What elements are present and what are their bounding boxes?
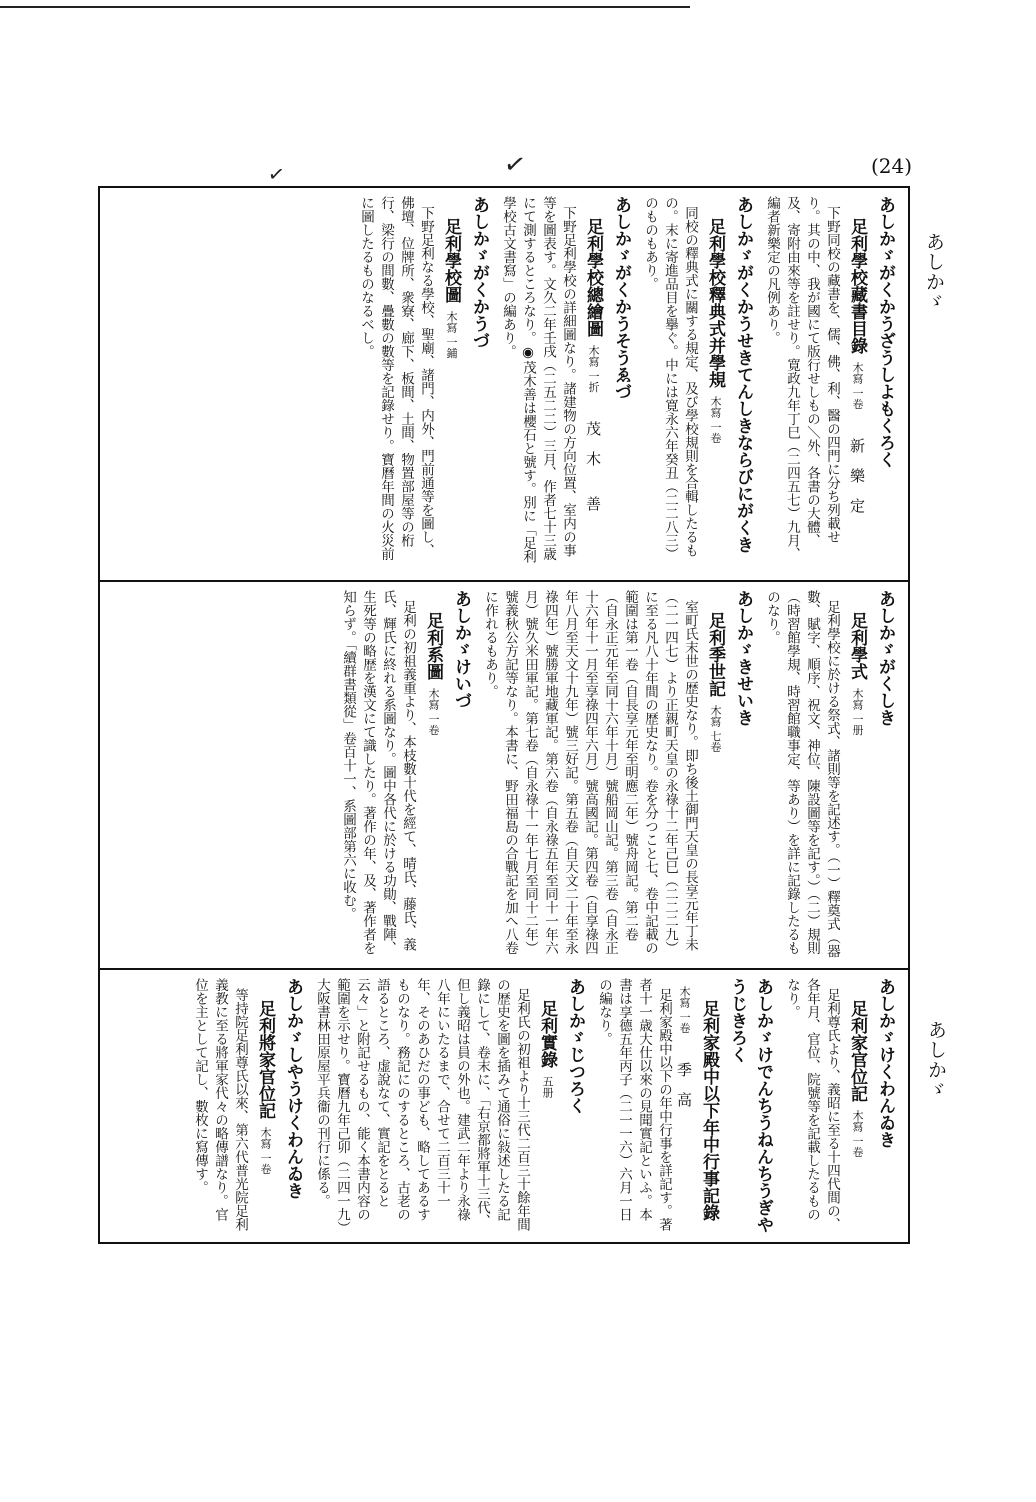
- entry-reading: あしかゞけでんちうねんちうぎやうじきろく: [727, 978, 773, 1233]
- entry-title: 足利將家官位記: [255, 1000, 275, 1119]
- entry-format: 木寫 一卷: [259, 1127, 272, 1175]
- entry: [762, 196, 898, 570]
- band-divider: [98, 580, 910, 582]
- entry-title: 足利學校圖: [441, 218, 461, 303]
- page-number: (24): [870, 154, 912, 178]
- entry-reading: あしかゞきせいき: [733, 590, 753, 726]
- entry: [338, 590, 474, 960]
- entry-description: 室町氏末世の歴史なり。即ち後土御門天皇の長享元年丁未（二一四七）より正親町天皇の永祿十二年己巳（二二二九）に至る凡八十年間の歴史なり。卷を分つこと七、卷中記載の範圍は第一卷（自長享元年至明應二年）號舟岡記。第二卷（自永正元年至同十六年十月）號船岡山記。第三卷（自永正十六年十一月至享祿四年六月）號高國記。第四卷（自享祿四年八月至天文十九年）號三好記。第五卷（自天文二十年至永祿四年）號勝軍地藏軍記。第六卷（自永祿五年至同十一年六月）號久米田軍記。第七卷（自永祿十一年七月至同十二年）號義秋公方記等なり。本書に、野田福島の合戰記を加へ八卷に作れるもあり。: [482, 590, 698, 955]
- entry-format: 木寫 一折: [587, 345, 600, 393]
- entry-reading: あしかゞがくかうざうしよもくろく: [875, 196, 895, 468]
- entry-format: 木寫 一卷: [851, 1110, 864, 1158]
- entry-reading: あしかゞしやうけくわんゐき: [283, 978, 303, 1199]
- entry: [356, 196, 492, 570]
- entry: [640, 196, 756, 570]
- entry-title: 足利學校總繪圖: [583, 218, 603, 337]
- entry-title: 足利學式: [847, 612, 867, 680]
- band-top: [118, 196, 898, 570]
- band-middle: [118, 590, 898, 960]
- entry-description: 下野足利學校の詳細圖なり。諸建物の方向位置、室内の事等を圖表す。文久二年壬戌（二五二二）三月、作者七十三歳にて測するところなり。◉茂木善は櫻石と號す。別に「足利學校古文書寫」の編あり。: [500, 196, 576, 563]
- entry-format: 木寫 七卷: [709, 705, 722, 753]
- entry-description: 下野足利なる學校、聖廟、諸門、内外、門前通等を圖し、佛壇、位牌所、衆寮、廊下、板間、土間、物置部屋等の桁行、梁行の間數、疊數の數等を記錄せり。寶曆年間の火災前に圖したるものなるべし。: [358, 196, 434, 561]
- entry-description: 足利學校に於ける祭式、諸則等を記述す。（一）釋奠式（器數、賦字、順序、祝文、神位、陳設圖等を記す。）（二）規則（時習館學規、時習館職事定、等あり）を詳に記錄したるものなり。: [764, 590, 840, 958]
- entry-description: 足利尊氏より、義昭に至る十四代間の、各年月、官位、院號等を記載したるものなり。: [784, 978, 840, 1231]
- thumb-index: あしかゞ: [925, 1020, 947, 1100]
- entry: [782, 978, 898, 1234]
- entry: [762, 590, 898, 960]
- entry-description: 下野同校の藏書を、儒、佛、利、醫の四門に分ち列載せり。其の中、我が國にて版行せしもの＼外、各書の大體、及、寄附由來等を註せり。寛政九年丁巳（二四五七）九月、編者新樂定の凡例あり。: [764, 196, 840, 561]
- entry-format: 木寫 一卷: [851, 362, 864, 410]
- entry-format: 木寫 一册: [851, 688, 864, 736]
- entry-format: 五册: [541, 1076, 554, 1098]
- entry-reading: あしかゞがくしき: [875, 590, 895, 726]
- entry-reading: あしかゞけくわんゐき: [875, 978, 895, 1148]
- entry-description: 足利氏の初祖より十三代二百三十餘年間の歴史を圖を插みて通俗に敍述したる記錄にして、卷末に、「右京都將軍十三代、但し義昭は員の外也。建武二年より永祿八年にいたるまで、合せて二百三十一年、そのあひだの事ども、略してあるすものなり。務記にのするところ、古老の語るところ、虚說なて、實記をとると云々」と附記せるもの、能く本書内容の範圍を示せり。寶曆九年己卯（二四一九）大阪書林田原屋平兵衞の刊行に係る。: [314, 978, 530, 1231]
- entry-format: 木寫 一卷: [427, 688, 440, 736]
- thumb-index: あしかゞ: [923, 232, 945, 312]
- top-edge-rule: [0, 0, 690, 8]
- entry-description: 足利家殿中以下の年中行事を詳記す。著者十一歳大仕以來の見聞實記といふ。本書は享德五年丙子（二一一六）六月一日の編なり。: [596, 978, 672, 1231]
- entry-title: 足利季世記: [705, 612, 725, 697]
- entry: [480, 590, 756, 960]
- entry-format: 木寫 一卷: [678, 986, 691, 1034]
- entry-reading: あしかゞがくかうづ: [469, 196, 489, 349]
- entry-title: 足利實錄: [537, 1000, 557, 1068]
- band-divider: [98, 968, 910, 970]
- entry-reading: あしかゞけいづ: [451, 590, 471, 709]
- entry-author: 茂 木 善: [584, 420, 602, 511]
- entry-title: 足利學校藏書目錄: [847, 218, 867, 354]
- entry-author: 新 樂 定: [848, 437, 866, 513]
- entry-title: 足利學校釋典式并學規: [705, 218, 725, 388]
- entry-description: 同校の釋典式に關する規定、及び學校規則を合輯したるもの。末に寄進品目を擧ぐ。中には寛永六年癸丑（二二八三）のものもあり。: [642, 196, 698, 561]
- band-bottom: [118, 978, 898, 1234]
- check-mark-icon: ✓: [501, 148, 529, 182]
- entry-author: 季 高: [675, 1061, 693, 1107]
- entry-description: 等持院足利尊氏以來、第六代普光院足利義教に至る將軍家代々の略傳譜なり。官位を主として記し、數枚に寫傳す。: [192, 978, 248, 1231]
- entry-format: 木寫 一卷: [709, 396, 722, 444]
- entry: [498, 196, 634, 570]
- entry: [190, 978, 306, 1234]
- entry: [594, 978, 776, 1234]
- entry-title: 足利系圖: [423, 612, 443, 680]
- entry-title: 足利家殿中以下年中行事記錄: [699, 1000, 719, 1221]
- entry: [312, 978, 588, 1234]
- entry-format: 木寫 一鋪: [445, 311, 458, 359]
- entry-title: 足利家官位記: [847, 1000, 867, 1102]
- check-mark-icon: ✓: [266, 160, 287, 188]
- entry-reading: あしかゞがくかうせきてんしきならびにがくき: [733, 196, 753, 553]
- entry-description: 足利の初祖義重より、本枝數十代を經て、晴氏、藤氏、義氏、輝氏に終れる系圖なり。圖中各代に於ける功勛、戰陣、生死等の略歴を漢文にて識したり。著作の年、及、著作者を知らず。「續群書類從」卷百十一、系圖部第六に收む。: [340, 590, 416, 955]
- entry-reading: あしかゞがくかうそうゑづ: [611, 196, 631, 400]
- entry-reading: あしかゞじつろく: [565, 978, 585, 1114]
